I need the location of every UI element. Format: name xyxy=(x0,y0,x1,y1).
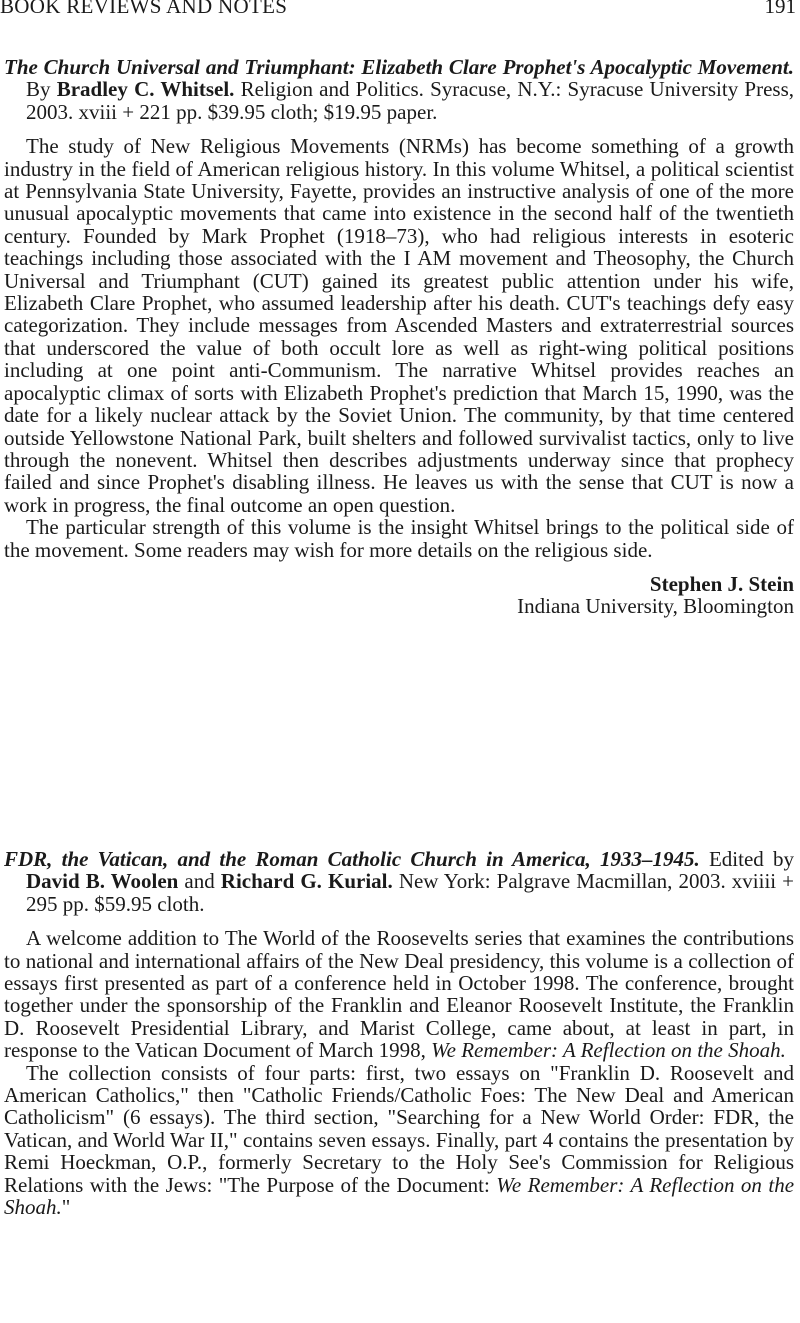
review-paragraph: The particular strength of this volume is the insight Whitsel brings to the political side of the movement. Some readers may wish for more details on the religious side. xyxy=(4,515,794,562)
document-title: We Remember: A Reflection on the Shoah. xyxy=(431,1038,786,1063)
review-citation xyxy=(4,56,794,123)
paragraph-text: A welcome addition to The World of the Roosevelts series that examines the contributions to national and international affairs of the New Deal presidency, this volume is a collection of essays first presented as part of a conference held in October 1998. The conference, brought together under the sponsorship of the Franklin and Eleanor Roosevelt Institute, the Franklin D. Roosevelt Presidential Library, and Marist College, came about, at least in part, in response to the Vatican Document of March 1998, xyxy=(4,926,794,1063)
document-title: We Remember: A Reflection on the Shoah. xyxy=(4,1172,795,1220)
publication-info: Religion and Politics. Syracuse, N.Y.: Syracuse University Press, 2003. xviii + 221 pp. $39.95 cloth; $19.95 paper. xyxy=(26,77,794,124)
section-title: BOOK REVIEWS AND NOTES xyxy=(0,0,288,18)
review-paragraph: The study of New Religious Movements (NRMs) has become something of a growth industry in the field of American religious history. In this volume Whitsel, a political scientist at Pennsylvania State University, Fayette, provides an instructive analysis of one of the more unusual apocalyptic movements that came into existence in the second half of the twentieth century. Founded by Mark Prophet (1918–73), who had religious interests in esoteric teachings including those associated with the I AM movement and Theosophy, the Church Universal and Triumphant (CUT) gained its greatest public attention under his wife, Elizabeth Clare Prophet, who assumed leadership after his death. CUT's teachings defy easy categorization. They include messages from Ascended Masters and extraterrestrial sources that underscored the value of both occult lore as well as right-wing political positions including at one point anti-Communism. The narrative Whitsel provides reaches an apocalyptic climax of sorts with Elizabeth Prophet's prediction that March 15, 1990, was the date for a likely nuclear attack by the Soviet Union. The community, by that time centered outside Yellowstone National Park, built shelters and followed survivalist tactics, only to live through the nonevent. Whitsel then describes adjustments underway since that prophecy failed and since Prophet's disabling illness. He leaves us with the sense that CUT is now a work in progress, the final outcome an open question. xyxy=(4,134,794,517)
publication-info: New York: Palgrave Macmillan, 2003. xviiii + 295 pp. $59.95 cloth. xyxy=(26,869,795,916)
book-title: The Church Universal and Triumphant: Elizabeth Clare Prophet's Apocalyptic Movement. xyxy=(4,55,794,79)
paragraph-text: The collection consists of four parts: first, two essays on "Franklin D. Roosevelt and American Catholics," then "Catholic Friends/Catholic Foes: The New Deal and American Catholicism" (6 essays). The third section, "Searching for a New World Order: FDR, the Vatican, and World War II," contains seven essays. Finally, part 4 contains the presentation by Remi Hoeckman, O.P., formerly Secretary to the Holy See's Commission for Religious Relations with the Jews: "The Purpose of the Document: xyxy=(4,1060,794,1197)
book-author: Bradley C. Whitsel. xyxy=(56,77,235,102)
book-editor: Richard G. Kurial. xyxy=(220,869,393,894)
page-number: 191 xyxy=(764,0,796,18)
review-church-universal xyxy=(4,56,794,618)
edited-by-label: Edited by xyxy=(708,847,795,871)
review-paragraph xyxy=(4,1062,794,1219)
running-header xyxy=(0,0,800,24)
review-paragraph xyxy=(4,927,794,1061)
closing-quote: " xyxy=(61,1195,71,1220)
review-fdr-vatican xyxy=(4,848,794,1219)
reviewer-signature xyxy=(4,573,794,618)
review-citation xyxy=(4,848,794,915)
reviewer-name: Stephen J. Stein xyxy=(649,571,794,596)
reviewer-affiliation: Indiana University, Bloomington xyxy=(517,594,794,619)
book-title: FDR, the Vatican, and the Roman Catholic Church in America, 1933–1945. xyxy=(4,847,700,871)
book-editor: David B. Woolen xyxy=(26,869,179,894)
by-label: By xyxy=(26,77,51,102)
and-label: and xyxy=(184,869,215,894)
